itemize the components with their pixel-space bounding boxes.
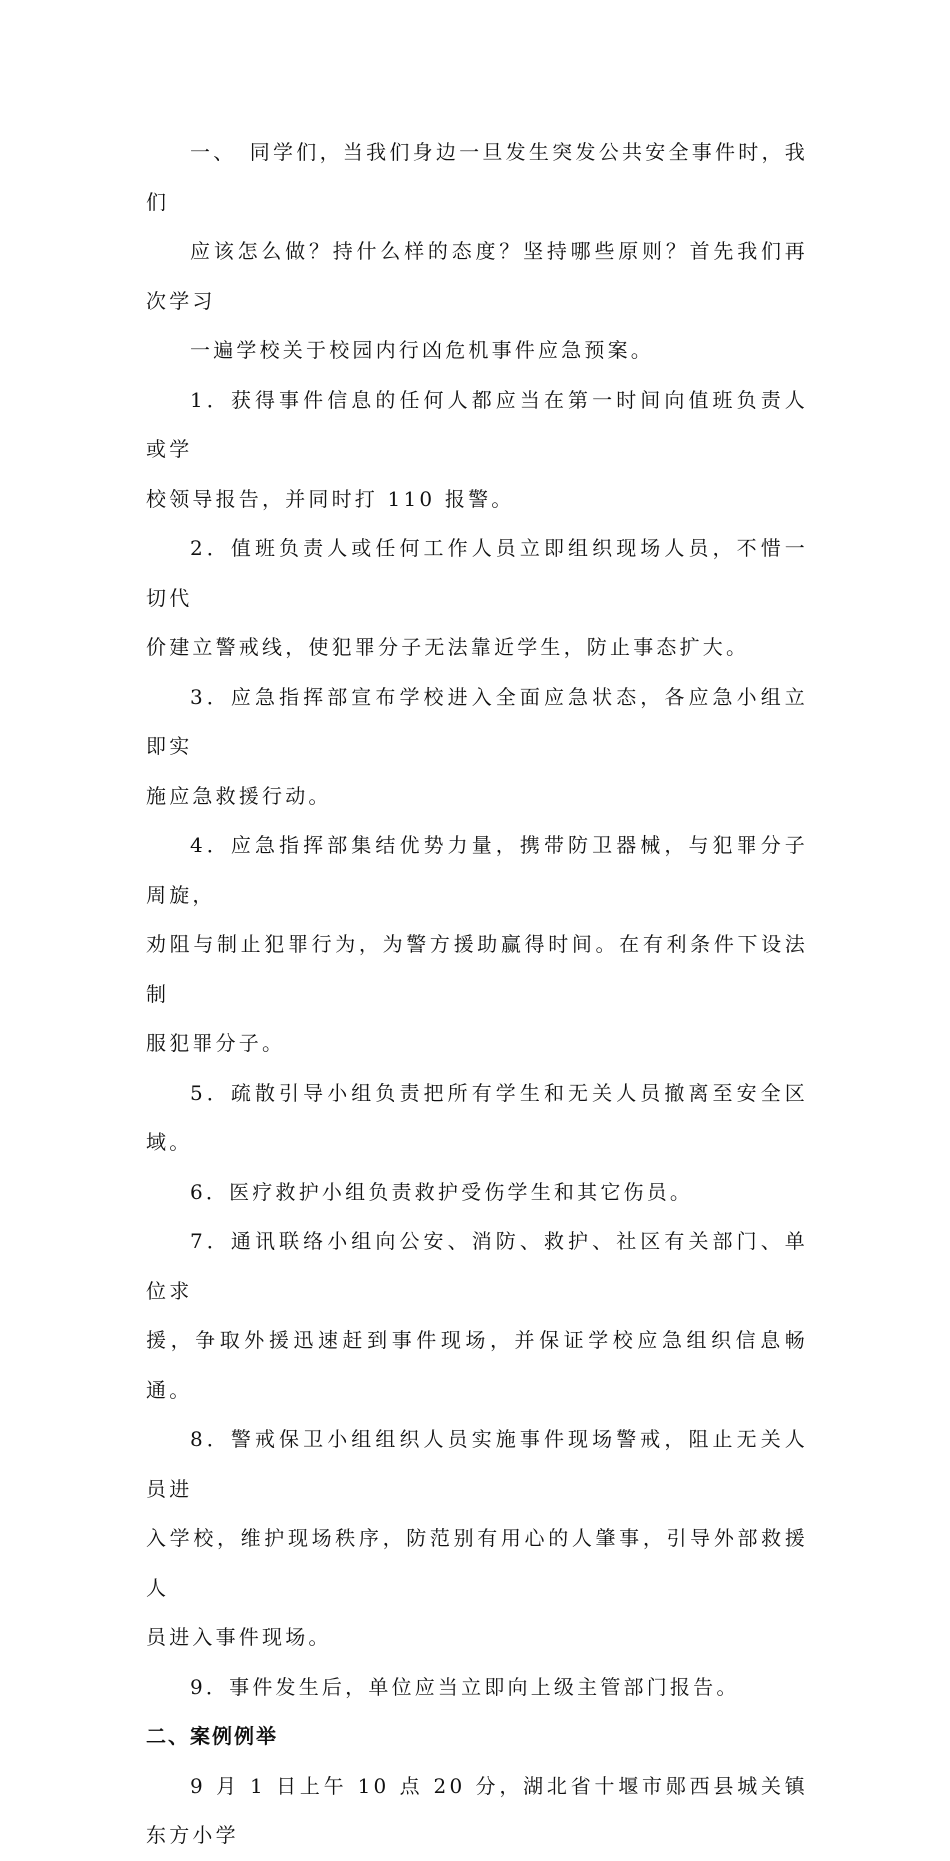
plan-item-1	[146, 376, 808, 525]
plan-item-line: 6．医疗救护小组负责救护受伤学生和其它伤员。	[190, 1179, 694, 1204]
plan-item-6	[146, 1168, 808, 1218]
plan-item-2	[146, 524, 808, 673]
case-line: 9 月 1 日上午 10 点 20 分，湖北省十堰市郧西县城关镇东方小学	[146, 1773, 808, 1847]
plan-item-line: 入学校，维护现场秩序，防范别有用心的人肇事，引导外部救援人	[146, 1526, 808, 1600]
plan-item-line: 1．获得事件信息的任何人都应当在第一时间向值班负责人或学	[146, 387, 808, 461]
plan-item-9	[146, 1663, 808, 1713]
plan-item-8	[146, 1415, 808, 1663]
plan-item-3	[146, 673, 808, 822]
plan-item-line: 校领导报告，并同时打 110 报警。	[146, 486, 515, 511]
document-body	[146, 128, 808, 1861]
intro-line: 应该怎么做？持什么样的态度？坚持哪些原则？首先我们再次学习	[146, 239, 808, 313]
plan-item-line: 5．疏散引导小组负责把所有学生和无关人员撤离至安全区域。	[146, 1080, 808, 1154]
plan-item-line: 7．通讯联络小组向公安、消防、救护、社区有关部门、单位求	[146, 1229, 808, 1303]
intro-line: 一遍学校关于校园内行凶危机事件应急预案。	[190, 338, 654, 362]
section-heading: 二、案例例举	[146, 1724, 278, 1748]
plan-item-7	[146, 1217, 808, 1415]
plan-item-line: 8．警戒保卫小组组织人员实施事件现场警戒，阻止无关人员进	[146, 1427, 808, 1501]
plan-item-line: 3．应急指挥部宣布学校进入全面应急状态，各应急小组立即实	[146, 684, 808, 758]
intro-line: 一、 同学们，当我们身边一旦发生突发公共安全事件时，我们	[146, 140, 808, 214]
intro-paragraph	[146, 128, 808, 376]
plan-item-line: 援，争取外援迅速赶到事件现场，并保证学校应急组织信息畅通。	[146, 1328, 808, 1402]
plan-item-line: 价建立警戒线，使犯罪分子无法靠近学生，防止事态扩大。	[146, 635, 750, 659]
plan-item-line: 9．事件发生后，单位应当立即向上级主管部门报告。	[190, 1674, 740, 1699]
plan-item-line: 2．值班负责人或任何工作人员立即组织现场人员，不惜一切代	[146, 536, 808, 610]
plan-item-line: 劝阻与制止犯罪行为，为警方援助赢得时间。在有利条件下设法制	[146, 932, 808, 1006]
plan-item-5	[146, 1069, 808, 1168]
plan-item-line: 服犯罪分子。	[146, 1031, 286, 1055]
plan-item-line: 4．应急指挥部集结优势力量，携带防卫器械，与犯罪分子周旋，	[146, 833, 808, 907]
case-paragraph	[146, 1762, 808, 1861]
plan-item-4	[146, 821, 808, 1069]
plan-item-line: 员进入事件现场。	[146, 1625, 332, 1649]
plan-item-line: 施应急救援行动。	[146, 783, 332, 808]
